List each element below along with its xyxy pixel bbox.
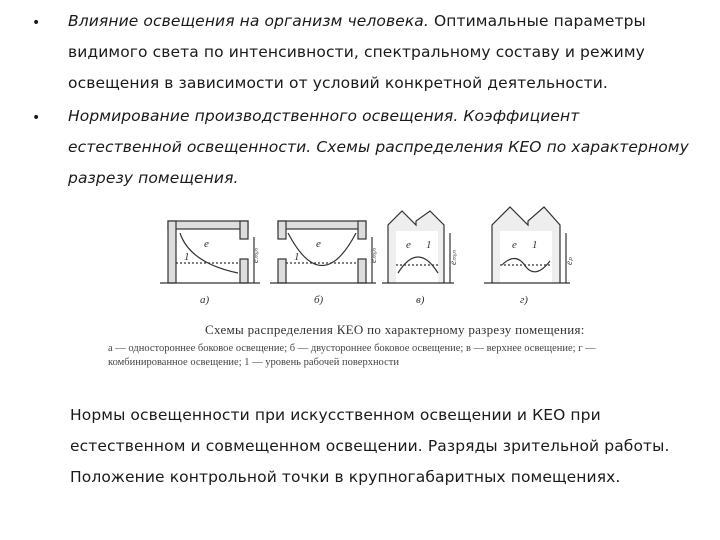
panel-b-diagram [270, 221, 376, 283]
panel-a-label: а) [200, 294, 210, 306]
panel-d-label: г) [520, 294, 528, 306]
panel-b-level-label: 1 [294, 251, 300, 263]
panel-b-curve-label: е [316, 238, 321, 250]
paragraph-light-effects [68, 6, 698, 99]
panel-b-axis-label: еₘᵢₙ [368, 248, 378, 263]
panel-c-label: в) [416, 294, 425, 306]
panel-a-level-label: 1 [184, 251, 190, 263]
panel-d-curve-label: е [512, 239, 517, 251]
paragraph-norms: Нормы освещенности при искусственном освещении и КЕО при естественном и совмещенном освещении. Разряды зрительной работы. Положение контрольной точки в крупногабаритных помещениях. [70, 406, 670, 486]
panel-d-diagram [484, 207, 570, 283]
figure-legend: а — одностороннее боковое освещение; б — двустороннее боковое освещение; в — верхнее освещение; г — комбинированное освещение; 1 — уровень рабочей поверхности [108, 343, 596, 368]
paragraph-1-heading: Влияние освещения на организм человека. [68, 12, 429, 30]
panel-d-level-label: 1 [532, 239, 538, 251]
panel-a-curve-label: е [204, 238, 209, 250]
panel-a-diagram [160, 221, 260, 283]
bullet-1: • [32, 15, 41, 31]
panel-c-diagram [382, 211, 454, 283]
paragraph-2-text: Коэффициент естественной освещенности. Схемы распределения КЕО по характерному разрезу помещения. [68, 107, 689, 187]
panel-a-axis-label: еₘᵢₙ [250, 248, 260, 263]
paragraph-1-text: Оптимальные параметры видимого света по интенсивности, спектральному составу и режиму освещения в зависимости от условий конкретной деятельности. [68, 12, 646, 92]
paragraph-2-heading: Нормирование производственного освещения. [68, 107, 459, 125]
panel-c-axis-label: еₘᵢₙ [448, 250, 458, 265]
paragraph-lighting-norms [68, 101, 698, 194]
panel-b-label: б) [314, 294, 324, 306]
panel-c-level-label: 1 [426, 239, 432, 251]
bullet-2: • [32, 110, 41, 126]
panel-c-curve-label: е [406, 239, 411, 251]
figure-caption: Схемы распределения КЕО по характерному разрезу помещения: [205, 322, 585, 337]
panel-d-axis-label: еₚ [564, 257, 574, 265]
